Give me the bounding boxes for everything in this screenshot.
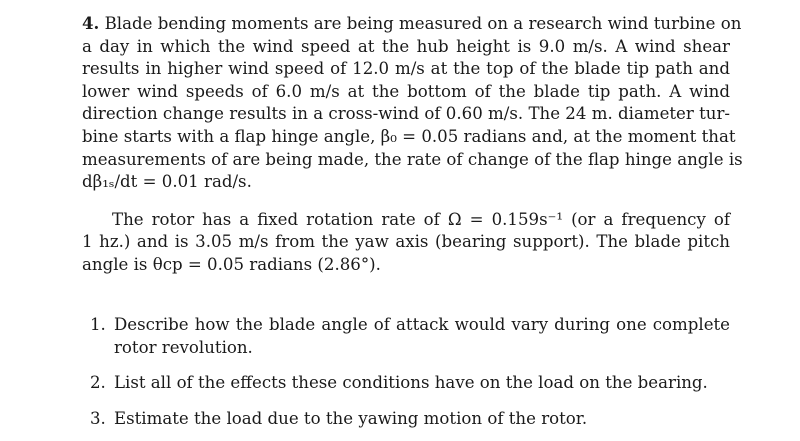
paragraph-1-line-1: 4. Blade bending moments are being measured on a research wind turbine on	[82, 13, 742, 33]
paragraph-1-line-3: results in higher wind speed of 12.0 m/s at the top of the blade tip path and	[82, 59, 730, 79]
paragraph-1-line-2: a day in which the wind speed at the hub height is 9.0 m/s. A wind shear	[82, 36, 730, 56]
question-list	[90, 314, 730, 359]
question-number: 3.	[90, 409, 106, 428]
problem-text	[82, 12, 743, 277]
paragraph-1-line-5: direction change results in a cross-wind of 0.60 m/s. The 24 m. diameter tur-	[82, 104, 730, 124]
question-list-2	[90, 372, 730, 395]
paragraph-2-line-2: 1 hz.) and is 3.05 m/s from the yaw axis (bearing support). The blade pitch	[82, 232, 730, 252]
question-item-2	[90, 372, 730, 395]
question-number: 1.	[90, 315, 106, 334]
problem-paragraph-2	[82, 209, 730, 277]
question-1-line-1: Describe how the blade angle of attack would vary during one complete	[114, 315, 730, 334]
question-item-1	[90, 314, 730, 359]
problem-number: 4.	[82, 13, 100, 33]
question-3-line-1: Estimate the load due to the yawing motion of the rotor.	[114, 409, 588, 428]
paragraph-1-line-8: dβ₁ₛ/dt = 0.01 rad/s.	[82, 172, 252, 192]
paragraph-2-line-1: The rotor has a fixed rotation rate of Ω = 0.159s⁻¹ (or a frequency of	[112, 209, 730, 229]
paragraph-1-line-6: bine starts with a flap hinge angle, β₀ = 0.05 radians and, at the moment that	[82, 126, 736, 146]
paragraph-1-line-4: lower wind speeds of 6.0 m/s at the bottom of the blade tip path. A wind	[82, 81, 730, 101]
paragraph-1-line-7: measurements of are being made, the rate of change of the flap hinge angle is	[82, 149, 743, 169]
question-2-line-1: List all of the effects these conditions have on the load on the bearing.	[114, 373, 708, 392]
paragraph-2-line-3: angle is θcp = 0.05 radians (2.86°).	[82, 254, 381, 274]
question-number: 2.	[90, 373, 106, 392]
question-1-line-2: rotor revolution.	[114, 337, 253, 357]
question-list-3	[90, 408, 730, 431]
question-item-3	[90, 408, 730, 431]
problem-paragraph-1	[82, 12, 743, 194]
